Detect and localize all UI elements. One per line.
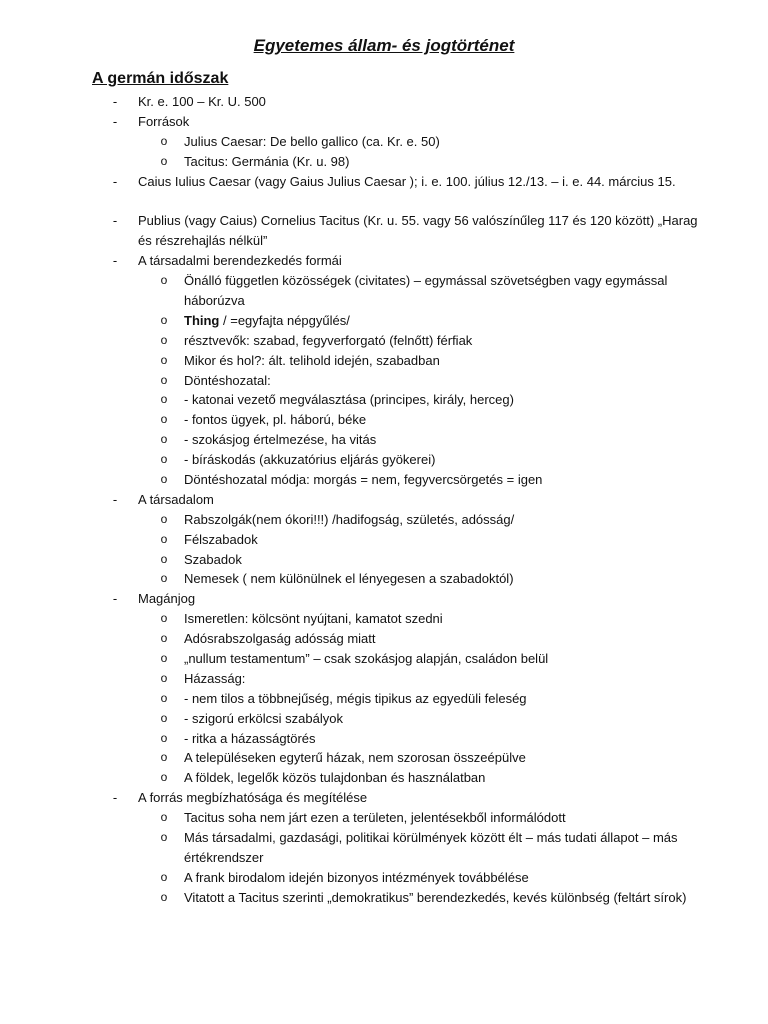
outline-subitem (0, 390, 768, 410)
outline-item-text: Döntéshozatal: (184, 372, 271, 388)
outline-subitem (0, 709, 768, 729)
outline-item-text: - ritka a házasságtörés (184, 730, 316, 746)
circle-bullet-icon: o (160, 730, 168, 745)
outline-item-text: Nemesek ( nem különülnek el lényegesen a szabadoktól) (184, 571, 514, 587)
circle-bullet-icon: o (160, 412, 168, 427)
outline-item-text: - nem tilos a többnejűség, mégis tipikus az egyedüli feleség (184, 690, 527, 706)
outline-subitem (0, 689, 768, 709)
circle-bullet-icon: o (160, 631, 168, 646)
circle-bullet-icon: o (160, 571, 168, 586)
outline-subitem (0, 868, 768, 888)
outline-subitem (0, 888, 768, 928)
circle-bullet-icon: o (160, 690, 168, 705)
dash-bullet-icon: - (112, 253, 118, 269)
circle-bullet-icon: o (160, 750, 168, 765)
dash-bullet-icon: - (112, 790, 118, 806)
outline-subitem (0, 808, 768, 828)
outline-item-text: Caius Iulius Caesar (vagy Gaius Julius Caesar ); i. e. 100. július 12./13. – i. e. 44. március 15. (138, 173, 676, 189)
outline-item-text: - szigorú erkölcsi szabályok (184, 710, 343, 726)
outline-subitem (0, 271, 768, 311)
circle-bullet-icon: o (160, 551, 168, 566)
circle-bullet-icon: o (160, 372, 168, 387)
outline-subitem (0, 649, 768, 669)
outline-item (0, 92, 768, 112)
outline-item-text: - fontos ügyek, pl. háború, béke (184, 412, 367, 428)
outline-subitem (0, 629, 768, 649)
circle-bullet-icon: o (160, 332, 168, 347)
circle-bullet-icon: o (160, 153, 168, 168)
outline-subitem (0, 410, 768, 430)
document-title: Egyetemes állam- és jogtörténet (253, 36, 515, 55)
dash-bullet-icon: - (112, 94, 118, 109)
circle-bullet-icon: o (160, 352, 168, 367)
outline-subitem (0, 470, 768, 490)
outline-item-text: A földek, legelők közös tulajdonban és használatban (184, 770, 486, 786)
outline-item-text: - katonai vezető megválasztása (principes, király, herceg) (184, 392, 514, 408)
outline-item-rest: / =egyfajta népgyűlés/ (219, 312, 350, 328)
outline-item-text: Kr. e. 100 – Kr. U. 500 (138, 94, 266, 109)
outline-item-text: A társadalom (138, 491, 214, 507)
outline-subitem (0, 669, 768, 689)
circle-bullet-icon: o (160, 650, 168, 665)
circle-bullet-icon: o (160, 273, 168, 288)
outline-item-text: A forrás megbízhatósága és megítélése (138, 790, 368, 806)
outline-item-text: A településeken egyterű házak, nem szorosan összeépülve (184, 750, 526, 766)
outline-item (0, 172, 768, 212)
dash-bullet-icon: - (112, 213, 118, 229)
outline-subitem (0, 331, 768, 351)
outline-subitem (0, 351, 768, 371)
dash-bullet-icon: - (112, 113, 118, 129)
outline-item-text: Magánjog (138, 591, 196, 607)
outline-subitem (0, 569, 768, 589)
circle-bullet-icon: o (160, 611, 168, 626)
outline-list (0, 92, 768, 927)
outline-subitem (0, 311, 768, 331)
circle-bullet-icon: o (160, 869, 168, 884)
outline-subitem (0, 828, 768, 868)
outline-item-text: Publius (vagy Caius) Cornelius Tacitus (Kr. u. 55. vagy 56 valószínűleg 117 és 120 között) „Harag és részrehajlás nélkül” (138, 213, 698, 249)
outline-item-text: Adósrabszolgaság adósság miatt (184, 631, 376, 647)
outline-item-text: - bíráskodás (akkuzatórius eljárás gyökerei) (184, 452, 436, 468)
outline-item-text: Tacitus: Germánia (Kr. u. 98) (184, 153, 350, 169)
outline-subitem (0, 152, 768, 172)
outline-item (0, 490, 768, 510)
circle-bullet-icon: o (160, 670, 168, 685)
outline-item-text: - szokásjog értelmezése, ha vitás (184, 432, 377, 448)
dash-bullet-icon: - (112, 491, 118, 507)
outline-item-text (184, 311, 708, 331)
outline-subitem (0, 550, 768, 570)
outline-item-text: Vitatott a Tacitus szerinti „demokratikus” berendezkedés, kevés különbség (feltárt sírok) (184, 889, 687, 905)
circle-bullet-icon: o (160, 392, 168, 407)
outline-subitem (0, 729, 768, 749)
circle-bullet-icon: o (160, 770, 168, 785)
outline-item-text: Ismeretlen: kölcsönt nyújtani, kamatot szedni (184, 611, 443, 627)
outline-item-text: Más társadalmi, gazdasági, politikai körülmények között élt – más tudati állapot – más értékrendszer (184, 830, 678, 865)
circle-bullet-icon: o (160, 531, 168, 546)
outline-item-text: Szabadok (184, 551, 242, 567)
circle-bullet-icon: o (160, 432, 168, 447)
circle-bullet-icon: o (160, 889, 168, 904)
outline-subitem (0, 530, 768, 550)
dash-bullet-icon: - (112, 173, 118, 189)
outline-item-text: Rabszolgák(nem ókori!!!) /hadifogság, születés, adósság/ (184, 511, 515, 527)
outline-subitem (0, 768, 768, 788)
outline-subitem (0, 132, 768, 152)
outline-subitem (0, 371, 768, 391)
outline-subitem (0, 510, 768, 530)
outline-subitem (0, 430, 768, 450)
outline-item-text: Tacitus soha nem járt ezen a területen, jelentésekből informálódott (184, 810, 566, 826)
outline-item-text: A társadalmi berendezkedés formái (138, 253, 342, 269)
outline-item (0, 211, 768, 251)
outline-item-text: Félszabadok (184, 531, 258, 547)
outline-item (0, 589, 768, 609)
circle-bullet-icon: o (160, 710, 168, 725)
outline-item (0, 251, 768, 271)
outline-item-text: Julius Caesar: De bello gallico (ca. Kr. e. 50) (184, 133, 440, 149)
circle-bullet-icon: o (160, 312, 168, 327)
outline-item-text: A frank birodalom idején bizonyos intézmények továbbélése (184, 869, 529, 885)
circle-bullet-icon: o (160, 810, 168, 825)
outline-subitem (0, 450, 768, 470)
circle-bullet-icon: o (160, 452, 168, 467)
outline-subitem (0, 609, 768, 629)
circle-bullet-icon: o (160, 511, 168, 526)
section-heading: A germán időszak (92, 70, 229, 87)
outline-item-text: résztvevők: szabad, fegyverforgató (felnőtt) férfiak (184, 332, 473, 348)
circle-bullet-icon: o (160, 471, 168, 486)
dash-bullet-icon: - (112, 591, 118, 607)
circle-bullet-icon: o (160, 830, 168, 844)
circle-bullet-icon: o (160, 133, 168, 148)
outline-item-text: Házasság: (184, 670, 246, 686)
outline-item-text: Önálló független közösségek (civitates) – egymással szövetségben vagy egymással háborúzva (184, 273, 668, 308)
outline-item-text: „nullum testamentum” – csak szokásjog alapján, családon belül (184, 650, 549, 666)
bold-term: Thing (184, 312, 220, 328)
outline-item-text: Döntéshozatal módja: morgás = nem, fegyvercsörgetés = igen (184, 471, 543, 487)
outline-item-text: Mikor és hol?: ált. telihold idején, szabadban (184, 352, 440, 368)
outline-item (0, 788, 768, 808)
outline-item-text: Források (138, 113, 190, 129)
outline-subitem (0, 748, 768, 768)
outline-item (0, 112, 768, 132)
